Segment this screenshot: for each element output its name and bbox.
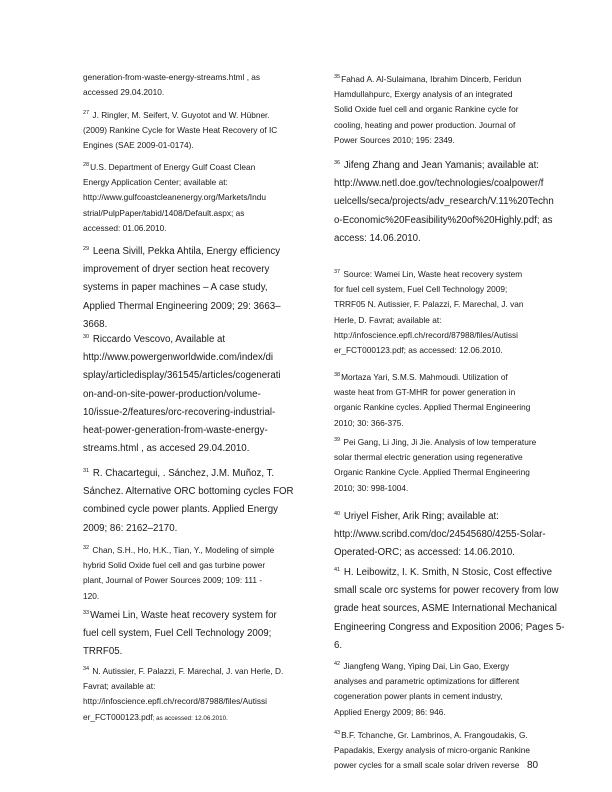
reference-text: TRRF05. (83, 646, 123, 658)
reference-line (334, 297, 524, 312)
reference-29 (83, 240, 280, 334)
reference-line (83, 422, 281, 440)
reference-text: U.S. Department of Energy Gulf Coast Clean (90, 162, 256, 172)
reference-text: J. Ringler, M. Seifert, V. Guyotot and W. Hübner. (90, 110, 270, 120)
reference-line (334, 505, 546, 526)
reference-text: er_FCT000123.pdf (83, 711, 153, 722)
reference-line (83, 541, 274, 558)
reference-line (83, 158, 266, 175)
reference-line (83, 520, 294, 538)
reference-text: http://infoscience.epfl.ch/record/87988/files/Autissi (334, 329, 519, 340)
reference-text: Applied Thermal Engineering 2009; 29: 3663– (83, 300, 281, 312)
reference-27 (83, 106, 277, 154)
reference-text: Engines (SAE 2009-01-0174). (83, 140, 194, 151)
reference-text: http://infoscience.epfl.ch/record/87988/files/Autissi (83, 696, 268, 707)
reference-line (83, 501, 294, 519)
reference-text: Energy Application Center; available at: (83, 177, 228, 188)
reference-line (334, 212, 554, 230)
reference-text: Leena Sivill, Pekka Ahtila, Energy efficiency (90, 246, 281, 257)
reference-text: 2009; 86: 2162–2170. (83, 522, 178, 534)
reference-text: Jiangfeng Wang, Yiping Dai, Lin Gao, Exergy (341, 661, 510, 671)
reference-text: accessed: 01.06.2010. (83, 222, 167, 233)
footnote-number: 28 (83, 162, 90, 168)
reference-text: http://www.netl.doe.gov/technologies/coalpower/f (334, 178, 544, 190)
reference-line (83, 138, 277, 153)
reference-line (334, 582, 565, 600)
reference-access-date: ; as accessed: 12.06.2010. (152, 714, 228, 722)
reference-line (83, 404, 281, 422)
reference-line (83, 483, 294, 501)
reference-text: cogeneration power plants in cement industry, (334, 691, 503, 702)
footnote-number: 43 (334, 730, 341, 736)
reference-42 (334, 657, 519, 720)
reference-text: splay/articledisplay/361545/articles/cogenerati (83, 370, 281, 382)
reference-text: 10/issue-2/features/orc-recovering-industrial- (83, 406, 276, 418)
reference-line (334, 705, 519, 720)
reference-text: heat-power-generation-from-waste-energy- (83, 425, 268, 437)
reference-line (83, 662, 283, 679)
reference-line (83, 349, 281, 367)
reference-text: Organic Rankine Cycle. Applied Thermal Engineering (334, 467, 530, 478)
footnote-number: 32 (83, 545, 90, 551)
reference-text: 6. (334, 639, 343, 651)
reference-line (334, 743, 530, 758)
reference-line (83, 440, 281, 458)
reference-line (83, 221, 266, 236)
reference-line (334, 70, 521, 87)
page-number: 80 (527, 760, 539, 771)
reference-text: 2010; 30: 366-375. (334, 417, 404, 428)
reference-text: small scale orc systems for power recovery from low (334, 585, 559, 597)
reference-line (83, 298, 280, 316)
reference-line (334, 133, 521, 148)
reference-text: Fahad A. Al-Sulaimana, Ibrahim Dincerb, Feridun (341, 74, 522, 84)
reference-line (83, 123, 277, 138)
reference-line (334, 87, 521, 102)
reference-text: on-and-on-site-power-production/volume- (83, 388, 261, 400)
reference-43 (334, 726, 530, 774)
reference-line (83, 279, 280, 297)
reference-text: for fuel cell system, Fuel Cell Technology 2009; (334, 284, 508, 295)
reference-text: (2009) Rankine Cycle for Waste Heat Recovery of IC (83, 125, 278, 136)
reference-text: Herle, D. Favrat; available at: (334, 314, 442, 325)
reference-cont (83, 70, 260, 100)
reference-32 (83, 541, 274, 604)
reference-line (334, 561, 565, 582)
reference-text: http://www.gulfcoastcleanenergy.org/Markets/Indu (83, 192, 266, 203)
reference-text: Pei Gang, Li Jing, Ji Jie. Analysis of low temperature (341, 437, 537, 447)
reference-text: solar thermal electric generation using regenerative (334, 452, 523, 463)
reference-text: Riccardo Vescovo, Available at (90, 334, 226, 345)
reference-text: Jifeng Zhang and Jean Yamanis; available at: (341, 160, 539, 171)
reference-text: Applied Energy 2009; 86: 946. (334, 706, 446, 717)
reference-line (334, 758, 530, 773)
footnote-number: 29 (83, 246, 90, 252)
reference-line (334, 674, 519, 689)
reference-line (334, 193, 554, 211)
reference-text: http://www.powergenworldwide.com/index/di (83, 352, 274, 364)
reference-41 (334, 561, 565, 655)
reference-line (334, 154, 554, 175)
footnote-number: 27 (83, 110, 90, 116)
reference-line (83, 558, 274, 573)
footnote-number: 42 (334, 661, 341, 667)
reference-text: Uriyel Fisher, Arik Ring; available at: (341, 511, 499, 522)
reference-text: Source: Wamei Lin, Waste heat recovery system (341, 269, 523, 279)
reference-text: strial/PulpPaper/tabid/1408/Default.aspx; as (83, 207, 245, 218)
reference-text: Papadakis, Exergy analysis of micro-organic Rankine (334, 745, 530, 756)
footnote-number: 41 (334, 567, 341, 573)
reference-line (83, 106, 277, 123)
footnote-number: 30 (83, 334, 90, 340)
reference-text: TRRF05 N. Autissier, F. Palazzi, F. Marechal, J. van (334, 299, 524, 310)
reference-line (334, 313, 524, 328)
reference-line (83, 206, 266, 221)
reference-text: access: 14.06.2010. (334, 232, 421, 244)
reference-line (334, 368, 530, 385)
reference-line (334, 465, 536, 480)
reference-line (83, 261, 280, 279)
reference-38 (334, 368, 530, 431)
reference-text: B.F. Tchanche, Gr. Lambrinos, A. Frangoudakis, G. (341, 730, 528, 740)
reference-line (334, 726, 530, 743)
footnote-number: 35 (334, 74, 341, 80)
reference-text: analyses and parametric optimizations for different (334, 676, 520, 687)
footnote-number: 36 (334, 160, 341, 166)
reference-line (334, 343, 524, 358)
reference-text: 120. (83, 590, 100, 601)
reference-line (83, 328, 281, 349)
reference-line (334, 619, 565, 637)
reference-line (334, 328, 524, 343)
footnote-number: 38 (334, 372, 341, 378)
reference-line (334, 637, 565, 655)
reference-33 (83, 604, 277, 662)
reference-text: R. Chacartegui, . Sánchez, J.M. Muñoz, T. (90, 468, 275, 479)
reference-line (334, 600, 565, 618)
reference-line (83, 70, 260, 85)
reference-line (334, 481, 536, 496)
reference-text: grade heat sources, ASME International Mechanical (334, 603, 557, 615)
reference-line (83, 190, 266, 205)
reference-line (334, 689, 519, 704)
reference-text: http://www.scribd.com/doc/24545680/4255-Solar- (334, 529, 546, 541)
reference-34 (83, 662, 283, 726)
reference-line (334, 385, 530, 400)
reference-text: Mortaza Yari, S.M.S. Mahmoudi. Utilization of (341, 372, 508, 382)
reference-35 (334, 70, 521, 148)
reference-text: combined cycle power plants. Applied Energy (83, 504, 278, 516)
reference-line (83, 643, 277, 661)
reference-line (334, 282, 524, 297)
reference-text: o-Economic%20Feasibility%20of%20Highly.pdf; as (334, 214, 553, 226)
reference-text: Wamei Lin, Waste heat recovery system for (90, 610, 277, 621)
reference-39 (334, 433, 536, 496)
footnote-number: 39 (334, 437, 341, 443)
reference-text: Favrat; available at: (83, 681, 156, 692)
reference-text: power cycles for a small scale solar driven reverse (334, 760, 520, 771)
reference-text: organic Rankine cycles. Applied Thermal Engineering (334, 402, 531, 413)
footnote-number: 37 (334, 269, 341, 275)
footnote-number: 31 (83, 468, 90, 474)
reference-text: improvement of dryer section heat recovery (83, 264, 270, 276)
reference-line (334, 433, 536, 450)
reference-line (334, 400, 530, 415)
reference-text: Operated-ORC; as accessed: 14.06.2010. (334, 547, 515, 559)
reference-line (83, 589, 274, 604)
reference-line (334, 265, 524, 282)
reference-line (83, 710, 283, 726)
reference-text: accessed 29.04.2010. (83, 87, 165, 98)
reference-line (83, 679, 283, 694)
reference-text: Chan, S.H., Ho, H.K., Tian, Y., Modeling of simple (90, 545, 275, 555)
reference-text: er_FCT000123.pdf; as accessed: 12.06.2010. (334, 345, 503, 356)
reference-line (334, 657, 519, 674)
reference-text: H. Leibowitz, I. K. Smith, N Stosic, Cost effective (341, 567, 552, 578)
reference-line (83, 175, 266, 190)
reference-line (83, 240, 280, 261)
reference-31 (83, 462, 294, 538)
reference-line (83, 604, 277, 625)
reference-text: Sánchez. Alternative ORC bottoming cycles FOR (83, 486, 294, 498)
reference-line (334, 175, 554, 193)
reference-30 (83, 328, 281, 458)
reference-line (83, 85, 260, 100)
reference-37 (334, 265, 524, 358)
reference-text: plant, Journal of Power Sources 2009; 109: 111 - (83, 575, 263, 586)
reference-text: streams.html , as accesed 29.04.2010. (83, 443, 250, 455)
reference-text: 2010; 30: 998-1004. (334, 482, 409, 493)
reference-line (334, 230, 554, 248)
footnote-number: 40 (334, 511, 341, 517)
reference-text: Solid Oxide fuel cell and organic Rankine cycle for (334, 104, 519, 115)
reference-text: hybrid Solid Oxide fuel cell and gas turbine power (83, 560, 266, 571)
reference-line (83, 462, 294, 483)
reference-text: waste heat from GT-MHR for power generation in (334, 387, 516, 398)
reference-line (334, 102, 521, 117)
reference-text: Engineering Congress and Exposition 2006; Pages 5- (334, 621, 565, 633)
reference-text: cooling, heating and power production. Journal of (334, 119, 516, 130)
reference-text: Hamdullahpurc, Exergy analysis of an integrated (334, 89, 513, 100)
footnote-number: 33 (83, 610, 90, 616)
reference-line (83, 694, 283, 709)
reference-36 (334, 154, 554, 248)
reference-40 (334, 505, 546, 563)
reference-text: generation-from-waste-energy-streams.html , as (83, 72, 261, 82)
reference-line (334, 544, 546, 562)
reference-text: N. Autissier, F. Palazzi, F. Marechal, J. van Herle, D. (90, 666, 284, 676)
reference-28 (83, 158, 266, 236)
reference-line (83, 573, 274, 588)
reference-text: Power Sources 2010; 195: 2349. (334, 134, 455, 145)
reference-text: 3668. (83, 318, 108, 330)
reference-line (83, 386, 281, 404)
reference-line (83, 625, 277, 643)
reference-line (334, 416, 530, 431)
reference-text: fuel cell system, Fuel Cell Technology 2009; (83, 628, 272, 640)
reference-line (334, 526, 546, 544)
reference-line (334, 450, 536, 465)
reference-line (83, 367, 281, 385)
footnote-number: 34 (83, 666, 90, 672)
reference-text: systems in paper machines – A case study, (83, 282, 268, 294)
reference-line (334, 118, 521, 133)
reference-text: uelcells/seca/projects/adv_research/V.11%20Techn (334, 196, 554, 208)
